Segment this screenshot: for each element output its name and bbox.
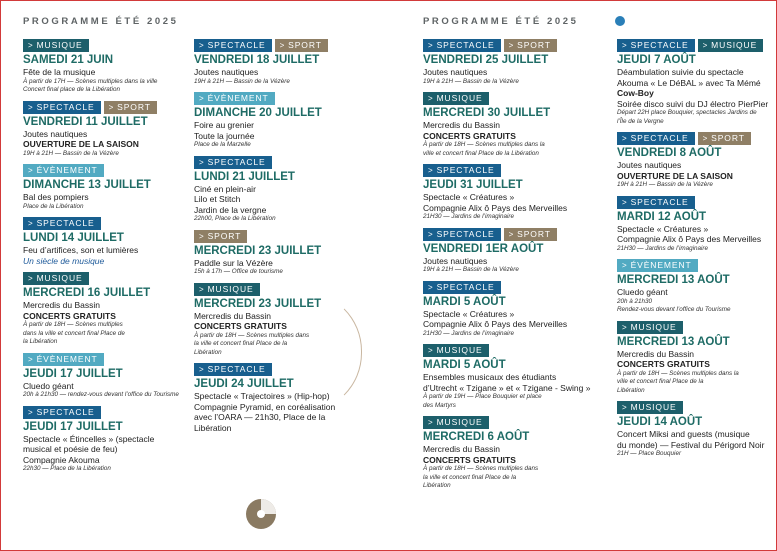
event-description-line: Compagnie Alix ô Pays des Merveilles — [617, 234, 762, 244]
category-tag — [617, 196, 695, 209]
event-block — [194, 156, 364, 224]
event-tags — [23, 217, 191, 231]
category-tag-label: SPECTACLE — [36, 101, 95, 112]
arrow-icon: > — [28, 41, 34, 50]
category-tag — [194, 283, 260, 296]
event-tags — [423, 416, 603, 430]
category-tag — [23, 39, 89, 52]
category-tag-label: SPECTACLE — [630, 40, 689, 50]
arrow-icon: > — [199, 284, 205, 294]
event-description-line: Akouma « Le DéBAL » avec Ta Mémé — [617, 77, 761, 88]
event-description-line: Cluedo géant — [617, 287, 668, 297]
category-tag-label: MUSIQUE — [630, 402, 677, 412]
event-description-line: Foire au grenier — [194, 120, 255, 130]
arrow-icon: > — [622, 261, 628, 270]
event-date: VENDREDI 25 JUILLET — [423, 54, 549, 66]
category-tag-label: ÉVÈNEMENT — [36, 353, 98, 364]
event-description-line: Joutes nautiques — [23, 128, 88, 139]
event-description-line: Spectacle « Créatures » — [423, 192, 515, 202]
arrow-icon: > — [428, 282, 434, 292]
arrow-icon: > — [622, 41, 628, 50]
category-tag — [423, 92, 489, 105]
event-date: JEUDI 31 JUILLET — [423, 179, 523, 191]
category-tag — [423, 281, 501, 294]
event-tags — [194, 156, 364, 170]
event-detail: la Libération — [23, 338, 58, 345]
arrow-icon: > — [108, 102, 115, 112]
event-detail: la ville et concert final Place de la — [194, 340, 288, 347]
category-tag-label: SPECTACLE — [630, 196, 689, 207]
event-block — [423, 39, 603, 86]
event-detail: 19H à 21H — Bassin de la Vézère — [194, 77, 290, 85]
event-detail: À partir de 17H — Scènes multiples dans la ville — [23, 77, 158, 85]
arrow-icon: > — [428, 41, 434, 50]
category-tag-label: SPECTACLE — [36, 218, 95, 228]
column-2 — [194, 39, 364, 439]
category-tag — [23, 272, 89, 285]
event-detail: Rendez-vous devant l’office du Tourisme — [617, 306, 731, 313]
category-tag-label: SPORT — [117, 101, 151, 112]
event-description-line: du monde) — Festival du Périgord Noir — [617, 439, 765, 450]
event-detail: 22h30 — Place de la Libération — [23, 465, 111, 472]
event-description-line: Mercredis du Bassin — [23, 300, 101, 310]
category-tag-label: SPECTACLE — [436, 281, 495, 292]
event-description-line: Compagnie Alix ô Pays des Merveilles — [423, 319, 568, 329]
event-description-line: CONCERTS GRATUITS — [423, 454, 516, 465]
event-description-line: OUVERTURE DE LA SAISON — [617, 170, 733, 181]
event-date: VENDREDI 11 JUILLET — [23, 115, 148, 128]
event-date: MERCREDI 6 AOÛT — [423, 431, 530, 443]
event-block — [423, 164, 603, 222]
category-tag — [423, 228, 501, 241]
event-description-line: CONCERTS GRATUITS — [423, 130, 516, 141]
event-description-line: OUVERTURE DE LA SAISON — [23, 139, 139, 149]
event-detail: À partir de 18H — Scènes multiples dans la — [617, 369, 739, 377]
event-block — [194, 363, 364, 433]
event-date: LUNDI 21 JUILLET — [194, 170, 295, 183]
arrow-icon: > — [199, 365, 205, 374]
event-detail: 21H — Place Bouquier — [617, 450, 682, 457]
event-description-line: Cluedo géant — [23, 380, 74, 391]
event-block — [423, 92, 603, 158]
category-tag — [194, 363, 272, 376]
arrow-icon: > — [622, 134, 628, 143]
column-4 — [617, 39, 772, 465]
event-date: VENDREDI 1ER AOÛT — [423, 242, 544, 255]
programme-header-left: PROGRAMME ÉTÉ 2025 — [23, 16, 179, 27]
event-date: VENDREDI 8 AOÛT — [617, 147, 722, 159]
category-tag-label: MUSIQUE — [36, 273, 83, 283]
event-block — [194, 92, 364, 150]
event-detail: l’Île de la Vergne — [617, 117, 664, 125]
category-tag — [617, 259, 698, 272]
event-detail: À partir de 18H — Scènes multiples dans — [194, 331, 310, 339]
programme-header-right: PROGRAMME ÉTÉ 2025 — [423, 16, 579, 27]
category-tag — [23, 217, 101, 230]
event-description-line: CONCERTS GRATUITS — [617, 359, 710, 369]
event-detail: 21H30 — Jardins de l’imaginaire — [617, 244, 709, 252]
arrow-icon: > — [702, 41, 709, 50]
category-tag — [617, 132, 695, 145]
category-tag — [23, 353, 104, 366]
event-description-line: Compagnie Akouma — [23, 454, 100, 465]
event-tags — [423, 39, 603, 53]
arrow-icon: > — [702, 134, 709, 143]
event-date: LUNDI 14 JUILLET — [23, 232, 124, 244]
arrow-icon: > — [622, 197, 628, 207]
column-3 — [423, 39, 603, 497]
event-block — [617, 321, 772, 396]
arrow-icon: > — [28, 102, 34, 112]
category-tag-label: SPECTACLE — [36, 406, 95, 417]
event-tags — [194, 283, 364, 297]
arrow-icon: > — [28, 166, 34, 175]
category-tag-label: MUSIQUE — [436, 93, 483, 103]
event-tags — [23, 272, 191, 286]
event-detail: des Martyrs — [423, 401, 456, 409]
event-date: MERCREDI 13 AOÛT — [617, 335, 730, 348]
event-date: SAMEDI 21 JUIN — [23, 54, 114, 66]
arrow-icon: > — [28, 274, 34, 283]
event-tags — [423, 281, 603, 295]
event-block — [23, 217, 191, 266]
category-tag-label: SPECTACLE — [207, 364, 266, 374]
event-tags — [617, 132, 772, 146]
event-detail: dans la ville et concert final Place de — [23, 329, 125, 337]
event-block — [23, 164, 191, 211]
event-description-line: Soirée disco suivi du DJ électro PierPier — [617, 98, 769, 109]
event-tags — [23, 101, 191, 115]
event-description-line: Spectacle « Créatures » — [617, 223, 709, 234]
event-block — [23, 101, 191, 159]
category-tag-label: MUSIQUE — [630, 321, 677, 332]
event-description-line: CONCERTS GRATUITS — [23, 310, 116, 321]
category-tag — [698, 39, 764, 52]
category-tag — [617, 401, 683, 414]
event-date: JEUDI 17 JUILLET — [23, 420, 123, 433]
event-description-line: Mercredis du Bassin — [423, 444, 501, 454]
event-tags — [617, 39, 772, 53]
event-description-line: Spectacle « Étincelles » (spectacle — [23, 433, 155, 444]
event-block — [194, 230, 364, 277]
arrow-icon: > — [428, 166, 434, 175]
category-tag-label: MUSIQUE — [436, 345, 483, 355]
event-date: MERCREDI 23 JUILLET — [194, 244, 322, 257]
event-description-line: Ensembles musicaux des étudiants — [423, 372, 557, 382]
event-tags — [617, 401, 772, 415]
category-tag — [423, 39, 501, 52]
category-tag-label: ÉVÈNEMENT — [630, 260, 692, 270]
category-tag — [23, 101, 101, 114]
category-tag-label: SPORT — [207, 230, 242, 241]
event-description-line: d’Utrecht « Tzigane » et « Tzigane - Swing » — [423, 382, 591, 393]
category-tag — [617, 39, 695, 52]
category-tag-label: MUSIQUE — [207, 283, 254, 294]
event-description-line: Mercredis du Bassin — [194, 310, 272, 321]
category-tag-label: SPECTACLE — [207, 40, 266, 50]
event-detail: À partir de 18H — Scènes multiples — [23, 321, 123, 328]
event-description-line: Mercredis du Bassin — [617, 348, 695, 359]
event-description-line: Joutes nautiques — [617, 160, 682, 170]
arrow-icon: > — [28, 354, 34, 364]
event-description-line: Déambulation suivie du spectacle — [617, 67, 744, 77]
event-block — [423, 416, 603, 491]
arrow-icon: > — [199, 41, 205, 50]
event-detail: 19H à 21H — Bassin de la Vézère — [617, 181, 713, 188]
arrow-icon: > — [508, 229, 515, 239]
event-description-line: CONCERTS GRATUITS — [194, 321, 287, 331]
event-block — [23, 406, 191, 474]
event-block — [23, 353, 191, 400]
event-tags — [423, 92, 603, 106]
event-date: JEUDI 17 JUILLET — [23, 367, 123, 380]
event-block — [617, 39, 772, 126]
event-detail: Libération — [194, 348, 222, 356]
category-tag-label: SPORT — [711, 133, 745, 143]
event-block — [423, 228, 603, 275]
arrow-icon: > — [199, 94, 205, 103]
event-description-line: Joutes nautiques — [423, 67, 488, 77]
event-block — [194, 283, 364, 358]
event-date: DIMANCHE 20 JUILLET — [194, 107, 322, 119]
event-block — [423, 344, 603, 410]
event-tags — [617, 259, 772, 273]
event-date: JEUDI 14 AOÛT — [617, 416, 703, 428]
category-tag-label: MUSIQUE — [711, 40, 758, 50]
event-description-line: Toute la journée — [194, 130, 255, 141]
event-tags — [23, 353, 191, 367]
category-tag — [423, 344, 489, 357]
arrow-icon: > — [622, 403, 628, 412]
category-tag — [104, 101, 157, 114]
event-date: MARDI 5 AOÛT — [423, 359, 506, 371]
event-detail: 19H à 21H — Bassin de la Vézère — [23, 149, 119, 157]
category-tag-label: SPECTACLE — [436, 40, 495, 50]
event-detail: Place de la Marzelle — [194, 141, 251, 148]
event-description-line: Jardin de la vergne — [194, 204, 267, 215]
category-tag-label: MUSIQUE — [36, 40, 83, 50]
event-block — [617, 401, 772, 459]
category-tag-label: SPORT — [288, 40, 322, 50]
event-tags — [23, 39, 191, 53]
event-date: MERCREDI 30 JUILLET — [423, 107, 551, 119]
arrow-icon: > — [428, 418, 434, 427]
event-description-line: Spectacle « Trajectoires » (Hip-hop) — [194, 391, 330, 401]
event-description-line: Cow-Boy — [617, 88, 654, 98]
event-tags — [617, 321, 772, 335]
vinyl-disc-icon — [245, 498, 277, 530]
arrow-icon: > — [428, 229, 434, 239]
category-tag-label: ÉVÈNEMENT — [36, 165, 98, 175]
category-tag-label: SPECTACLE — [207, 156, 266, 167]
category-tag — [504, 228, 557, 241]
category-tag — [617, 321, 683, 334]
arrow-icon: > — [28, 407, 34, 417]
event-detail: 21H30 — Jardins de l’imaginaire — [423, 329, 515, 337]
event-detail: ville et concert final Place de la Libération — [423, 149, 539, 157]
event-description-line: Bal des pompiers — [23, 192, 89, 202]
event-detail: 20h à 21h30 — rendez-vous devant l’office du Tourisme — [23, 391, 179, 398]
arrow-icon: > — [199, 157, 205, 167]
event-description-line: Compagnie Alix ô Pays des Merveilles — [423, 202, 568, 213]
event-date: MERCREDI 23 JUILLET — [194, 297, 322, 310]
event-detail: 22h00, Place de la Libération — [194, 215, 276, 222]
arrow-icon: > — [428, 94, 434, 103]
category-tag — [194, 92, 275, 105]
event-description-line: Fête de la musique — [23, 67, 96, 77]
event-detail: Départ 22H place Bouquier, spectacles Jardins de — [617, 109, 757, 116]
category-tag — [23, 164, 104, 177]
category-tag — [23, 406, 101, 419]
event-detail: À partir de 18H — Scènes multiples dans la — [423, 141, 545, 148]
event-detail: 19H à 21H — Bassin de la Vézère — [423, 266, 519, 273]
event-date: MERCREDI 16 JUILLET — [23, 287, 151, 299]
event-date: DIMANCHE 13 JUILLET — [23, 179, 151, 191]
event-description-line: avec l’OARA — 21h30, Place de la Libération — [194, 412, 326, 433]
blue-dot-decoration — [615, 16, 625, 26]
event-date: JEUDI 24 JUILLET — [194, 378, 294, 390]
event-description-line: Joutes nautiques — [194, 67, 259, 77]
category-tag-label: MUSIQUE — [436, 417, 483, 427]
category-tag — [504, 39, 557, 52]
event-detail: 21H30 — Jardins de l’imaginaire — [423, 213, 515, 220]
event-tags — [194, 363, 364, 377]
category-tag-label: SPECTACLE — [436, 165, 495, 175]
event-detail: 19H à 21H — Bassin de la Vézère — [423, 77, 519, 85]
arrow-icon: > — [279, 41, 286, 50]
event-tags — [617, 196, 772, 210]
event-description-line: Feu d’artifices, son et lumières — [23, 245, 139, 255]
event-block — [23, 39, 191, 95]
event-detail: ville et concert final Place de la — [617, 378, 704, 385]
event-description-line: Compagnie Pyramid, en coréalisation — [194, 401, 336, 412]
event-block — [194, 39, 364, 86]
category-tag-label: SPECTACLE — [630, 133, 689, 143]
event-date: MARDI 12 AOÛT — [617, 210, 707, 223]
event-detail: Place de la Libération — [23, 202, 84, 210]
event-description-line: Paddle sur la Vézère — [194, 257, 273, 268]
category-tag — [423, 416, 489, 429]
event-tags — [194, 39, 364, 53]
arrow-icon: > — [428, 346, 434, 355]
event-date: JEUDI 7 AOÛT — [617, 54, 696, 66]
arrow-icon: > — [199, 231, 205, 241]
event-tags — [423, 228, 603, 242]
event-block — [423, 281, 603, 339]
event-block — [617, 132, 772, 190]
arrow-icon: > — [622, 322, 628, 332]
event-description-line: musical et poésie de feu) — [23, 444, 118, 454]
event-description-line: Ciné en plein-air — [194, 183, 256, 194]
category-tag-label: SPORT — [517, 228, 551, 239]
event-description-line: Mercredis du Bassin — [423, 120, 501, 130]
category-tag-label: ÉVÈNEMENT — [207, 93, 269, 103]
event-block — [617, 196, 772, 254]
event-description-line: Concert Miksi and guests (musique — [617, 429, 750, 439]
category-tag-label: SPECTACLE — [436, 228, 495, 239]
category-tag — [194, 156, 272, 169]
event-tags — [23, 406, 191, 420]
event-date: MERCREDI 13 AOÛT — [617, 274, 730, 286]
event-detail: À partir de 19H — Place Bouquier et place — [423, 393, 542, 400]
category-tag — [698, 132, 751, 145]
event-detail: Libération — [423, 482, 451, 489]
event-block — [617, 259, 772, 315]
event-detail: Concert final place de la Libération — [23, 86, 120, 93]
event-tags — [23, 164, 191, 178]
arrow-icon: > — [28, 219, 34, 228]
event-detail: 15h à 17h — Office de tourisme — [194, 268, 283, 275]
column-1 — [23, 39, 191, 480]
event-tags — [194, 230, 364, 244]
event-tags — [423, 164, 603, 178]
category-tag — [194, 39, 272, 52]
arrow-icon: > — [508, 41, 515, 50]
event-detail: la ville et concert final Place de la — [423, 473, 517, 481]
event-date: VENDREDI 18 JUILLET — [194, 54, 320, 66]
event-description-line: Un siècle de musique — [23, 255, 105, 266]
event-description-line: Lilo et Stitch — [194, 194, 241, 204]
category-tag — [423, 164, 501, 177]
event-detail: À partir de 18H — Scènes multiples dans — [423, 465, 539, 472]
category-tag-label: SPORT — [517, 40, 551, 50]
event-description-line: Joutes nautiques — [423, 255, 488, 266]
event-detail: 20h à 21h30 — [617, 297, 653, 305]
category-tag — [194, 230, 247, 243]
event-tags — [194, 92, 364, 106]
event-detail: Libération — [617, 386, 645, 394]
event-block — [23, 272, 191, 347]
event-description-line: Spectacle « Créatures » — [423, 308, 515, 319]
event-tags — [423, 344, 603, 358]
category-tag — [275, 39, 328, 52]
event-date: MARDI 5 AOÛT — [423, 295, 506, 308]
